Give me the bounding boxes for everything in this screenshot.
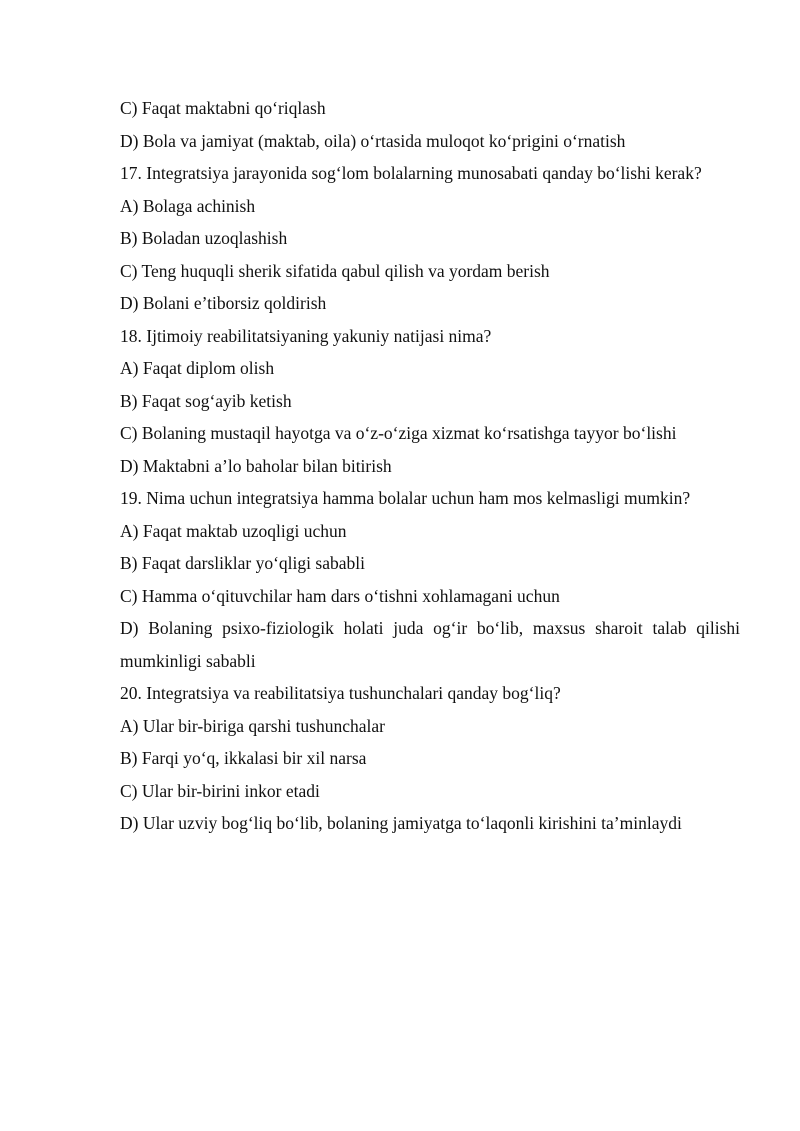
option-a-q20: A) Ular bir-biriga qarshi tushunchalar xyxy=(120,715,385,736)
option-a-q19: A) Faqat maktab uzoqligi uchun xyxy=(120,520,347,541)
option-d-q20: D) Ular uzviy bog‘liq bo‘lib, bolaning jamiyatga to‘laqonli kirishini ta’minlaydi xyxy=(120,813,682,833)
option-d-q16: D) Bola va jamiyat (maktab, oila) o‘rtasida muloqot ko‘prigini o‘rnatish xyxy=(120,130,626,151)
question-20: 20. Integratsiya va reabilitatsiya tushunchalari qanday bog‘liq? xyxy=(120,683,561,703)
option-c-q19: C) Hamma o‘qituvchilar ham dars o‘tishni xohlamagani uchun xyxy=(120,585,560,606)
option-b-q20: B) Farqi yo‘q, ikkalasi bir xil narsa xyxy=(120,748,367,768)
option-b-q17: B) Boladan uzoqlashish xyxy=(120,228,288,248)
question-17: 17. Integratsiya jarayonida sog‘lom bolalarning munosabati qanday bo‘lishi kerak? xyxy=(120,163,702,183)
document-page xyxy=(120,92,740,840)
option-d-q19: D) Bolaning psixo-fiziologik holati juda og‘ir bo‘lib, maxsus sharoit talab qilishi mumkinligi sababli xyxy=(120,618,740,671)
option-c-q16: C) Faqat maktabni qo‘riqlash xyxy=(120,98,326,118)
option-a-q17: A) Bolaga achinish xyxy=(120,195,256,216)
option-c-q18: C) Bolaning mustaqil hayotga va o‘z-o‘ziga xizmat ko‘rsatishga tayyor bo‘lishi xyxy=(120,423,677,443)
option-a-q18: A) Faqat diplom olish xyxy=(120,358,275,378)
option-c-q20: C) Ular bir-birini inkor etadi xyxy=(120,780,320,801)
option-c-q17: C) Teng huquqli sherik sifatida qabul qilish va yordam berish xyxy=(120,260,550,281)
option-d-q18: D) Maktabni a’lo baholar bilan bitirish xyxy=(120,455,392,476)
option-d-q17: D) Bolani e’tiborsiz qoldirish xyxy=(120,293,327,313)
option-b-q18: B) Faqat sog‘ayib ketish xyxy=(120,390,292,411)
question-19: 19. Nima uchun integratsiya hamma bolalar uchun ham mos kelmasligi mumkin? xyxy=(120,488,691,508)
option-b-q19: B) Faqat darsliklar yo‘qligi sababli xyxy=(120,553,365,573)
question-18: 18. Ijtimoiy reabilitatsiyaning yakuniy natijasi nima? xyxy=(120,325,492,346)
